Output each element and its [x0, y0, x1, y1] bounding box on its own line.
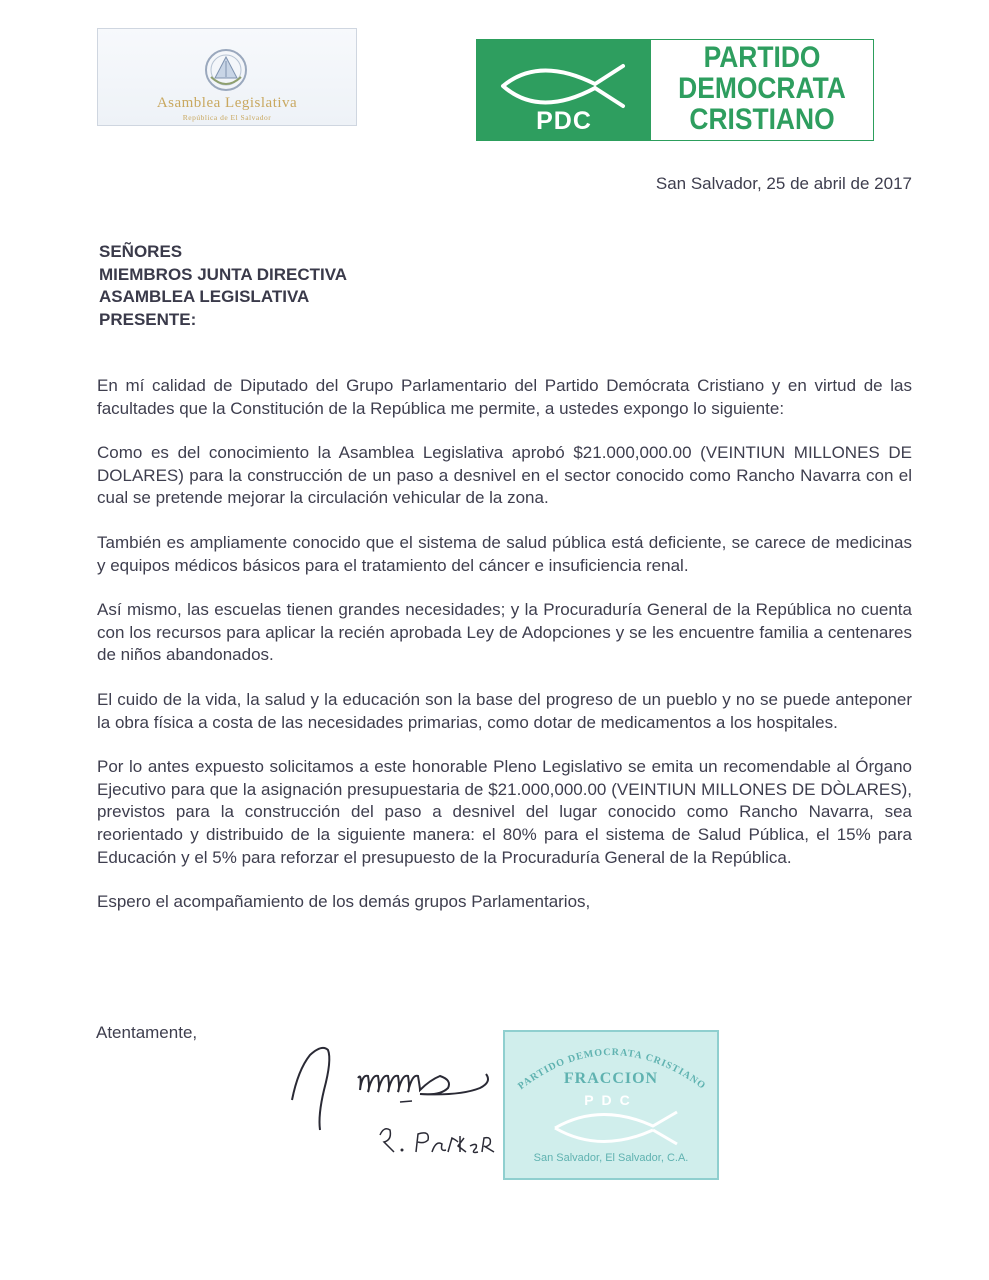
- recipient-line-4: PRESENTE:: [99, 309, 197, 329]
- stamp-place: San Salvador, El Salvador, C.A.: [533, 1152, 689, 1164]
- pdc-party-name-line-2: DEMOCRATA: [678, 72, 846, 105]
- pdc-party-name: [664, 42, 859, 135]
- stamp-code: PDC: [584, 1092, 638, 1108]
- paragraph-7: Espero el acompañamiento de los demás grupos Parlamentarios,: [97, 892, 591, 912]
- handwritten-signature: [280, 1030, 510, 1165]
- asamblea-legislativa-logo: [97, 28, 357, 126]
- paragraph-3: También es ampliamente conocido que el sistema de salud pública está deficiente, se carece de medicinas y equipos médicos básicos para el tratamiento del cáncer e insuficiencia renal.: [97, 532, 912, 575]
- recipient-block: [99, 241, 347, 331]
- paragraph-2: Como es del conocimiento la Asamblea Legislativa aprobó $21.000,000.00 (VEINTIUN MILLONES DE DOLARES) para la construcción de un paso a desnivel en el sector conocido como Rancho Navarra con el cual se pretende mejorar la circulación vehicular de la zona.: [97, 443, 912, 508]
- paragraph-5: El cuido de la vida, la salud y la educación son la base del progreso de un pueblo y no se puede anteponer la obra física a costa de las necesidades primarias, como dotar de medicamentos a los hospitales.: [97, 689, 912, 732]
- asamblea-name: Asamblea Legislativa: [156, 95, 298, 111]
- date-line: San Salvador, 25 de abril de 2017: [655, 174, 912, 193]
- pdc-logo-green-block: [477, 40, 651, 140]
- closing: Atentamente,: [96, 1023, 198, 1042]
- pdc-fraction-stamp: [503, 1030, 719, 1180]
- letter-body: [97, 375, 912, 936]
- fish-icon: [499, 60, 629, 112]
- paragraph-1: En mí calidad de Diputado del Grupo Parlamentario del Partido Demócrata Cristiano y en virtud de las facultades que la Constitución de la República me permite, a ustedes expongo lo siguiente:: [97, 376, 912, 418]
- paragraph-4: Así mismo, las escuelas tienen grandes necesidades; y la Procuraduría General de la República no cuenta con los recursos para aplicar la recién aprobada Ley de Adopciones y se les encuentre familia a centenares de niños abandonados.: [97, 600, 912, 665]
- stamp-title: FRACCION: [563, 1070, 659, 1087]
- national-seal-icon: [203, 47, 249, 93]
- pdc-logo: [476, 39, 874, 141]
- recipient-line-1: SEÑORES: [99, 242, 183, 261]
- pdc-party-name-line-1: PARTIDO: [703, 41, 821, 74]
- paragraph-6: Por lo antes expuesto solicitamos a este honorable Pleno Legislativo se emita un recomendable al Órgano Ejecutivo para que la asignación presupuestaria de $21.000,000.00 (VEINTIUN MILLONES DE DÒLARES), previstos para la construcción del paso a desnivel del lugar conocido como Rancho Navarra, sea reorientado y distribuido de la siguiente manera: el 80% para el sistema de Salud Pública, el 15% para Educación y el 5% para reforzar el presupuesto de la Procuraduría General de la República.: [97, 757, 912, 867]
- stamp-arc-text: PARTIDO DEMOCRATA CRISTIANO: [516, 1046, 708, 1093]
- pdc-party-name-line-3: CRISTIANO: [689, 103, 835, 136]
- asamblea-subtitle: República de El Salvador: [182, 113, 272, 122]
- recipient-line-3: ASAMBLEA LEGISLATIVA: [99, 287, 310, 306]
- recipient-line-2: MIEMBROS JUNTA DIRECTIVA: [99, 264, 348, 284]
- pdc-abbreviation: PDC: [536, 107, 592, 135]
